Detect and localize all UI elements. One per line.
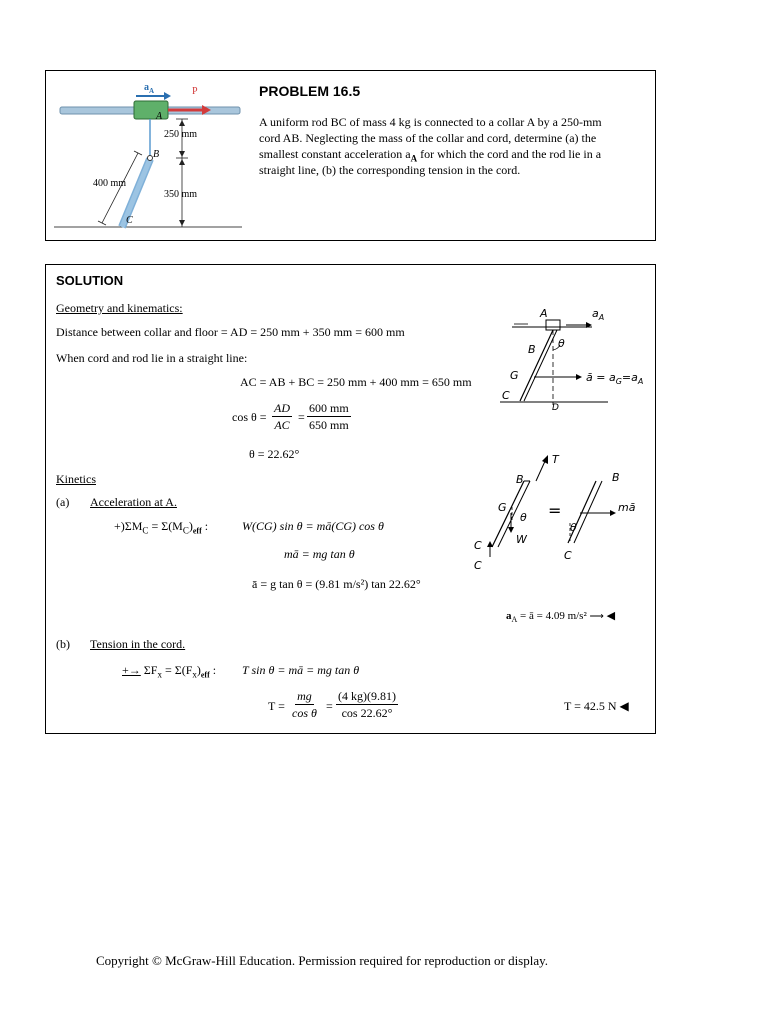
distance-line: Distance between collar and floor = AD = 250 mm + 350 mm = 600 mm bbox=[56, 325, 405, 339]
cos-lhs: cos θ = bbox=[232, 410, 267, 424]
fbd-label-theta2: θ bbox=[570, 521, 577, 534]
straight-line-text: When cord and rod lie in a straight line: bbox=[56, 351, 248, 365]
fbd-label-W: W bbox=[516, 533, 527, 546]
force-equation: +→ $\Sigma F_x = \Sigma(F_x)_{eff}$ : bbox=[122, 663, 217, 680]
sketch1-label-C: C bbox=[502, 389, 510, 402]
sketch1-label-A: A bbox=[540, 307, 548, 320]
theta-result: θ = 22.62° bbox=[249, 447, 300, 461]
end-marker-icon: ◀ bbox=[619, 699, 629, 713]
fbd-label-B2: B bbox=[612, 471, 620, 484]
right-arrow-icon: ⟶ bbox=[589, 611, 604, 622]
t-lhs: T = bbox=[268, 699, 285, 713]
copyright-footer: Copyright © McGraw-Hill Education. Permission required for reproduction or display. bbox=[96, 953, 549, 968]
figure-label-B: B bbox=[153, 149, 160, 160]
solution-box bbox=[45, 264, 656, 734]
moment-equation: $+)\Sigma M_C = \Sigma(M_C)_{eff}$ : bbox=[114, 519, 209, 536]
problem-statement-line2: cord AB. Neglecting the mass of the collar and cord, determine (a) the bbox=[259, 131, 597, 145]
geometry-heading: Geometry and kinematics: bbox=[56, 301, 183, 315]
moment-sign-icon: +) bbox=[114, 519, 125, 533]
fbd-label-theta: θ bbox=[520, 511, 527, 524]
fbd-equals: = bbox=[548, 501, 562, 520]
figure-dim-350: 350 mm bbox=[164, 189, 198, 200]
kinetics-heading: Kinetics bbox=[56, 472, 96, 486]
cos-equals: = bbox=[298, 410, 305, 424]
geometry-sketch bbox=[498, 305, 648, 415]
fbd-label-mabar: mā bbox=[618, 501, 636, 514]
figure-label-P: P bbox=[192, 86, 198, 97]
abar-equation: ā = g tan θ = (9.81 m/s²) tan 22.62° bbox=[252, 577, 421, 591]
problem-figure bbox=[52, 77, 252, 237]
problem-statement-line1: A uniform rod BC of mass 4 kg is connected to a collar A by a 250-mm bbox=[259, 115, 602, 129]
force-eq-rhs: T sin θ = mā = mg tan θ bbox=[242, 663, 360, 677]
cos-fraction-1: $\frac{AD}{AC}$ bbox=[274, 401, 290, 432]
sketch1-label-G: G bbox=[510, 369, 519, 382]
sketch1-label-aA: $a_A$ bbox=[592, 307, 605, 323]
fbd-label-G: G bbox=[498, 501, 507, 514]
fbd-label-T: T bbox=[552, 453, 559, 466]
moment-eq-rhs: W(CG) sin θ = mā(CG) cos θ bbox=[242, 519, 384, 533]
fbd-label-C-force: C bbox=[474, 559, 482, 572]
problem-statement-line4: straight line, (b) the corresponding tension in the cord. bbox=[259, 163, 521, 177]
sketch1-label-theta: θ bbox=[558, 337, 565, 350]
end-marker-icon: ◀ bbox=[606, 610, 616, 622]
t-equals: = bbox=[326, 699, 333, 713]
figure-dim-400: 400 mm bbox=[93, 178, 127, 189]
t-fraction-1: $\frac{mg}{\text{cos θ}}$ bbox=[292, 689, 317, 720]
sketch1-label-B: B bbox=[528, 343, 536, 356]
figure-dim-250: 250 mm bbox=[164, 129, 198, 140]
figure-label-aA: $a_A$ bbox=[144, 82, 155, 95]
force-sign-icon: +→ bbox=[122, 663, 141, 677]
problem-statement-line3: smallest constant acceleration $a_A$ for which the cord and the rod lie in a bbox=[259, 147, 602, 164]
sketch1-accel-eq: ā = $a_G=a_A$ bbox=[586, 371, 644, 387]
problem-title: PROBLEM 16.5 bbox=[259, 83, 361, 99]
result-t: T = 42.5 N ◀ bbox=[564, 699, 629, 713]
part-a-label: (a) bbox=[56, 495, 70, 509]
sketch1-label-D: D bbox=[552, 403, 559, 413]
cos-fraction-2: $\frac{600 mm}{650 mm}$ bbox=[309, 401, 349, 432]
ma-equation: mā = mg tan θ bbox=[284, 547, 355, 561]
part-b-label: (b) bbox=[56, 637, 70, 651]
problem-box bbox=[45, 70, 656, 241]
fbd-label-B: B bbox=[516, 473, 524, 486]
part-a-title: Acceleration at A. bbox=[90, 495, 177, 509]
t-fraction-2: $\frac{(4 kg)(9.81)}{\cos 22.62^\circ}$ bbox=[338, 689, 396, 720]
fbd-label-C3: C bbox=[564, 549, 572, 562]
figure-label-A: A bbox=[156, 111, 163, 122]
solution-title: SOLUTION bbox=[56, 273, 124, 288]
result-a: $a_A$ = ā = 4.09 m/s² ⟶ ◀ bbox=[506, 610, 616, 625]
fbd-label-C: C bbox=[474, 539, 482, 552]
figure-label-C: C bbox=[126, 215, 133, 226]
ac-equation: AC = AB + BC = 250 mm + 400 mm = 650 mm bbox=[240, 375, 472, 389]
part-b-title: Tension in the cord. bbox=[90, 637, 186, 651]
